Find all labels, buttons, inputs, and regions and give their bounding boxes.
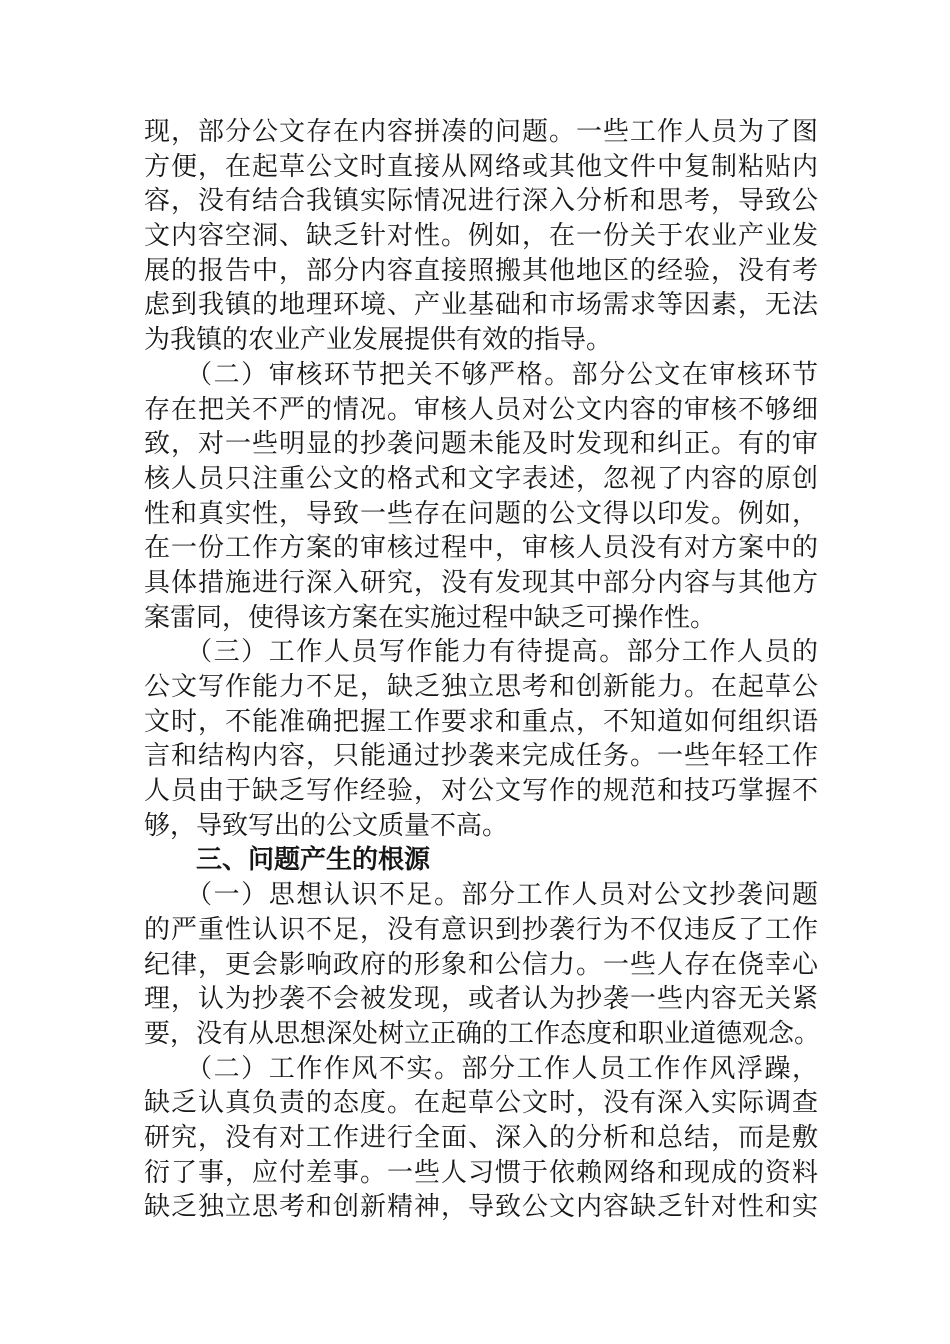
text-line: 缺乏独立思考和创新精神，导致公文内容缺乏针对性和实 xyxy=(144,1192,818,1223)
text-line: 理，认为抄袭不会被发现，或者认为抄袭一些内容无关紧 xyxy=(144,984,818,1015)
text-line: 人员由于缺乏写作经验，对公文写作的规范和技巧掌握不 xyxy=(144,776,818,807)
text-line: 言和结构内容，只能通过抄袭来完成任务。一些年轻工作 xyxy=(144,741,818,772)
text-line: 文时，不能准确把握工作要求和重点，不知道如何组织语 xyxy=(144,706,818,737)
text-line: 衍了事，应付差事。一些人习惯于依赖网络和现成的资料 xyxy=(144,1157,818,1188)
text-line: 方便，在起草公文时直接从网络或其他文件中复制粘贴内 xyxy=(144,151,818,182)
text-line: （二）工作作风不实。部分工作人员工作作风浮躁， xyxy=(144,1053,818,1084)
text-line: 公文写作能力不足，缺乏独立思考和创新能力。在起草公 xyxy=(144,672,818,702)
text-line: （一）思想认识不足。部分工作人员对公文抄袭问题 xyxy=(144,880,818,911)
text-line: 缺乏认真负责的态度。在起草公文时，没有深入实际调查 xyxy=(144,1088,818,1119)
text-line: 够，导致写出的公文质量不高。 xyxy=(144,810,509,841)
text-line: 展的报告中，部分内容直接照搬其他地区的经验，没有考 xyxy=(144,255,818,286)
text-line: 虑到我镇的地理环境、产业基础和市场需求等因素，无法 xyxy=(144,290,818,321)
text-line: 案雷同，使得该方案在实施过程中缺乏可操作性。 xyxy=(144,602,717,633)
text-line: 纪律，更会影响政府的形象和公信力。一些人存在侥幸心 xyxy=(144,949,818,980)
text-line: 文内容空洞、缺乏针对性。例如，在一份关于农业产业发 xyxy=(144,221,818,252)
text-line: 致，对一些明显的抄袭问题未能及时发现和纠正。有的审 xyxy=(144,429,818,460)
text-line: 具体措施进行深入研究，没有发现其中部分内容与其他方 xyxy=(144,567,818,598)
text-line: 研究，没有对工作进行全面、深入的分析和总结，而是敷 xyxy=(144,1122,818,1153)
text-line: 三、问题产生的根源 xyxy=(144,845,431,876)
text-line: 为我镇的农业产业发展提供有效的指导。 xyxy=(144,325,613,356)
text-line: （二）审核环节把关不够严格。部分公文在审核环节 xyxy=(144,359,818,390)
text-line: 要，没有从思想深处树立正确的工作态度和职业道德观念。 xyxy=(144,1018,821,1049)
text-line: 性和真实性，导致一些存在问题的公文得以印发。例如， xyxy=(144,498,818,529)
text-line: （三）工作人员写作能力有待提高。部分工作人员的 xyxy=(144,637,818,668)
text-line: 现，部分公文存在内容拼凑的问题。一些工作人员为了图 xyxy=(144,117,818,147)
text-line: 在一份工作方案的审核过程中，审核人员没有对方案中的 xyxy=(144,533,818,564)
text-line: 存在把关不严的情况。审核人员对公文内容的审核不够细 xyxy=(144,394,818,425)
text-line: 容，没有结合我镇实际情况进行深入分析和思考，导致公 xyxy=(144,186,818,217)
text-line: 的严重性认识不足，没有意识到抄袭行为不仅违反了工作 xyxy=(144,914,818,945)
text-line: 核人员只注重公文的格式和文字表述，忽视了内容的原创 xyxy=(144,463,818,494)
